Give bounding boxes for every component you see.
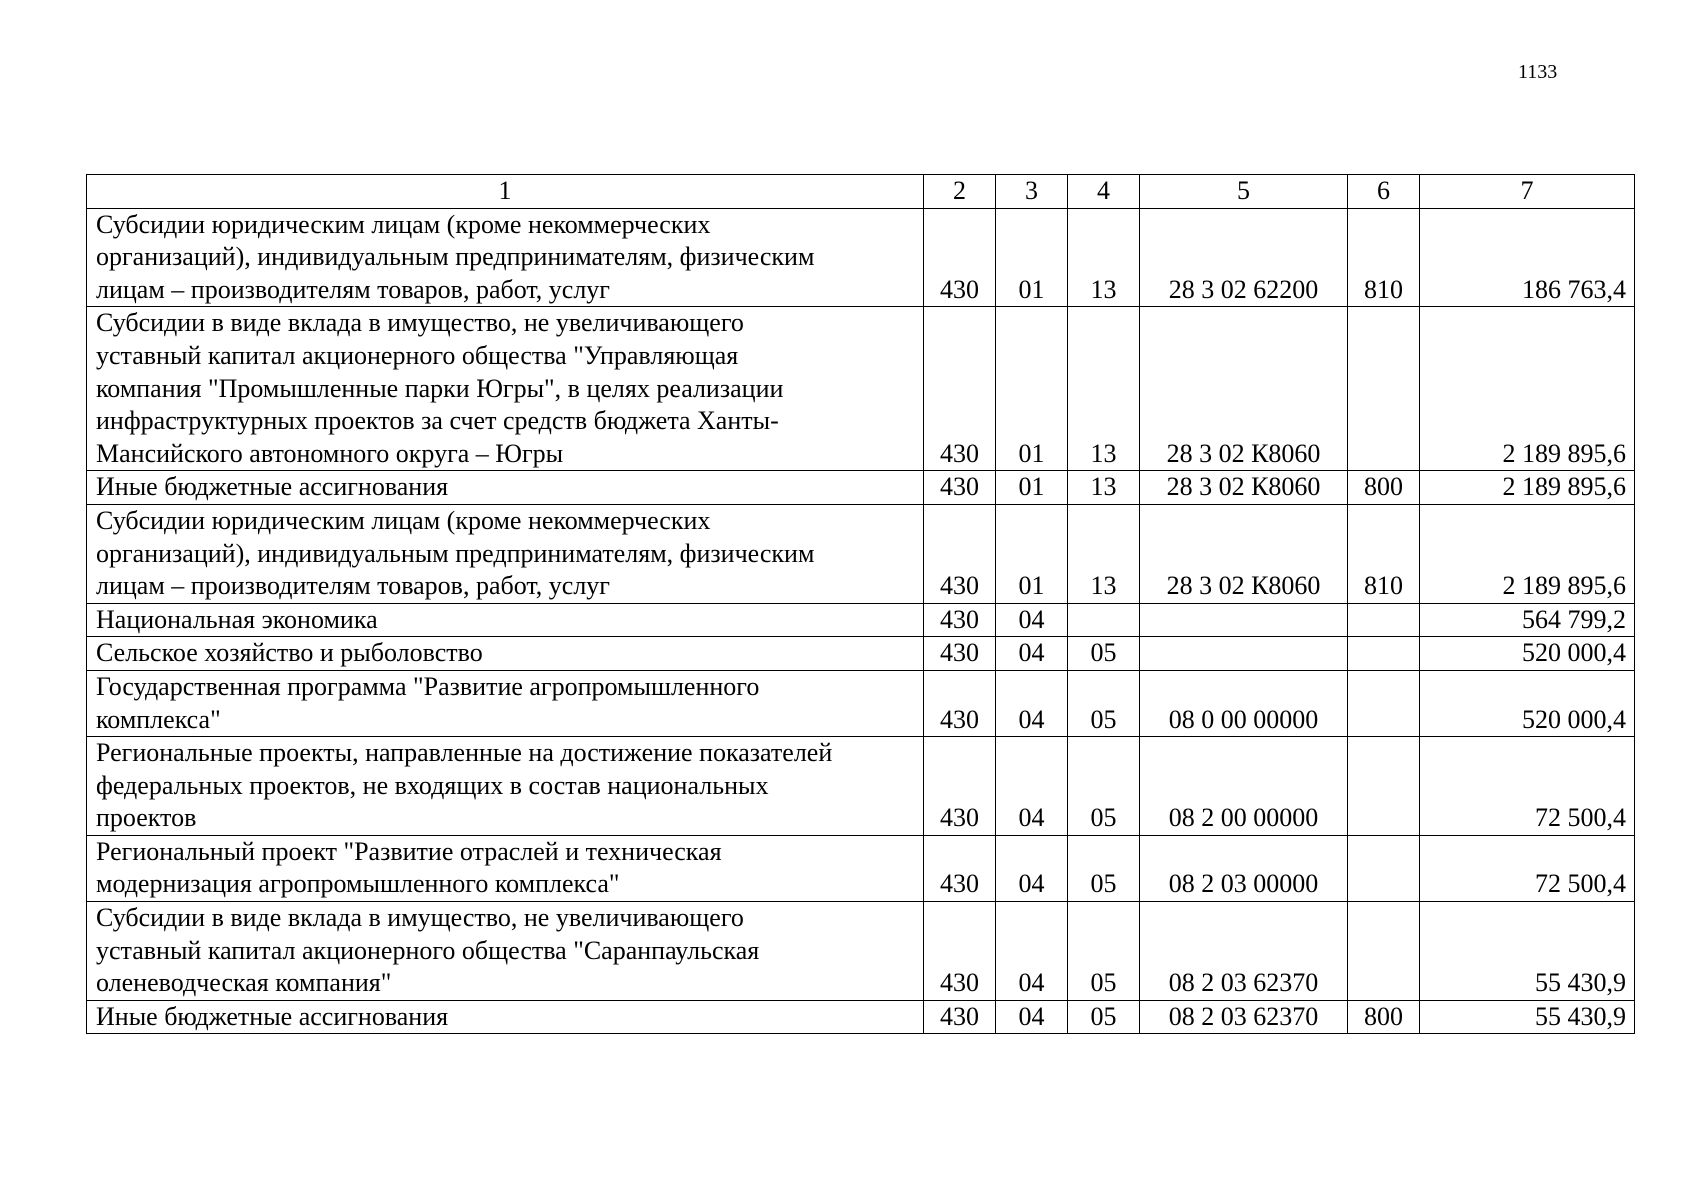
description-line: Национальная экономика [96,604,378,634]
cell-ministry-code: 430 [924,902,996,1001]
cell-subsection: 05 [1068,637,1140,671]
table-row [87,208,1635,307]
column-header-4: 4 [1068,175,1140,209]
column-header-6: 6 [1348,175,1420,209]
cell-ministry-code: 430 [924,208,996,307]
cell-subsection: 13 [1068,307,1140,471]
cell-amount: 72 500,4 [1420,737,1635,836]
table-row [87,737,1635,836]
description-line: Иные бюджетные ассигнования [96,1001,449,1031]
cell-ministry-code: 430 [924,670,996,736]
cell-target-article: 08 2 03 00000 [1140,835,1348,901]
cell-target-article: 28 3 02 К8060 [1140,504,1348,603]
description-line: федеральных проектов, не входящих в состав национальных [96,770,769,800]
cell-amount: 186 763,4 [1420,208,1635,307]
cell-subsection: 05 [1068,835,1140,901]
table-row [87,670,1635,736]
budget-table [86,174,1635,1034]
cell-expense-type [1348,637,1420,671]
row-description [87,737,924,836]
description-line: Региональные проекты, направленные на достижение показателей [96,738,833,768]
description-line: уставный капитал акционерного общества "Управляющая [96,340,739,370]
cell-ministry-code: 430 [924,835,996,901]
description-line: Субсидии в виде вклада в имущество, не увеличивающего [96,308,744,338]
row-description [87,835,924,901]
cell-subsection: 05 [1068,902,1140,1001]
cell-target-article [1140,637,1348,671]
column-header-2: 2 [924,175,996,209]
page-number: 1133 [1518,61,1558,83]
cell-section: 04 [996,637,1068,671]
cell-subsection: 05 [1068,1000,1140,1034]
cell-ministry-code: 430 [924,471,996,505]
cell-amount: 55 430,9 [1420,902,1635,1001]
row-description [87,208,924,307]
table-header-row [87,175,1635,209]
column-header-7: 7 [1420,175,1635,209]
cell-subsection: 05 [1068,670,1140,736]
cell-section: 01 [996,307,1068,471]
cell-ministry-code: 430 [924,737,996,836]
description-line: Сельское хозяйство и рыболовство [96,638,483,668]
cell-ministry-code: 430 [924,504,996,603]
row-description [87,307,924,471]
cell-target-article: 08 2 03 62370 [1140,1000,1348,1034]
row-description [87,637,924,671]
row-description [87,471,924,505]
table-row [87,307,1635,471]
table-row [87,504,1635,603]
description-line: Субсидии в виде вклада в имущество, не увеличивающего [96,903,744,933]
table-row [87,1000,1635,1034]
description-line: оленеводческая компания" [96,968,392,998]
cell-target-article: 08 2 03 62370 [1140,902,1348,1001]
description-line: лицам – производителям товаров, работ, услуг [96,274,610,304]
description-line: модернизация агропромышленного комплекса" [96,869,620,899]
description-line: Субсидии юридическим лицам (кроме некоммерческих [96,505,711,535]
cell-amount: 2 189 895,6 [1420,471,1635,505]
cell-expense-type [1348,670,1420,736]
cell-target-article: 28 3 02 К8060 [1140,471,1348,505]
cell-target-article: 08 2 00 00000 [1140,737,1348,836]
description-line: комплекса" [96,704,221,734]
description-line: Иные бюджетные ассигнования [96,472,449,502]
cell-ministry-code: 430 [924,637,996,671]
cell-section: 01 [996,504,1068,603]
row-description [87,504,924,603]
description-line: Мансийского автономного округа – Югры [96,438,564,468]
description-line: Региональный проект "Развитие отраслей и техническая [96,836,722,866]
cell-expense-type [1348,835,1420,901]
cell-section: 01 [996,471,1068,505]
cell-subsection: 13 [1068,504,1140,603]
cell-target-article: 28 3 02 К8060 [1140,307,1348,471]
cell-amount: 520 000,4 [1420,637,1635,671]
cell-amount: 520 000,4 [1420,670,1635,736]
cell-expense-type: 810 [1348,208,1420,307]
cell-expense-type: 800 [1348,1000,1420,1034]
table-row [87,835,1635,901]
cell-section: 04 [996,835,1068,901]
cell-section: 04 [996,902,1068,1001]
row-description [87,603,924,637]
description-line: компания "Промышленные парки Югры", в целях реализации [96,373,784,403]
column-header-1: 1 [87,175,924,209]
description-line: организаций), индивидуальным предпринимателям, физическим [96,538,815,568]
cell-subsection: 13 [1068,471,1140,505]
column-header-5: 5 [1140,175,1348,209]
cell-section: 04 [996,737,1068,836]
cell-subsection: 13 [1068,208,1140,307]
cell-expense-type [1348,307,1420,471]
row-description [87,1000,924,1034]
cell-amount: 564 799,2 [1420,603,1635,637]
cell-amount: 72 500,4 [1420,835,1635,901]
table-row [87,902,1635,1001]
cell-section: 04 [996,603,1068,637]
column-header-3: 3 [996,175,1068,209]
cell-ministry-code: 430 [924,307,996,471]
description-line: уставный капитал акционерного общества "Саранпаульская [96,935,760,965]
cell-amount: 2 189 895,6 [1420,307,1635,471]
cell-ministry-code: 430 [924,603,996,637]
cell-ministry-code: 430 [924,1000,996,1034]
cell-target-article: 28 3 02 62200 [1140,208,1348,307]
table-row [87,603,1635,637]
description-line: лицам – производителям товаров, работ, услуг [96,571,610,601]
cell-expense-type [1348,603,1420,637]
cell-expense-type [1348,902,1420,1001]
row-description [87,902,924,1001]
row-description [87,670,924,736]
cell-expense-type: 800 [1348,471,1420,505]
table-row [87,637,1635,671]
description-line: проектов [96,803,197,833]
cell-target-article: 08 0 00 00000 [1140,670,1348,736]
cell-section: 04 [996,670,1068,736]
cell-subsection: 05 [1068,737,1140,836]
cell-expense-type [1348,737,1420,836]
cell-expense-type: 810 [1348,504,1420,603]
description-line: организаций), индивидуальным предпринимателям, физическим [96,242,815,272]
cell-section: 01 [996,208,1068,307]
cell-subsection [1068,603,1140,637]
cell-section: 04 [996,1000,1068,1034]
description-line: инфраструктурных проектов за счет средств бюджета Ханты- [96,406,779,436]
table-row [87,471,1635,505]
description-line: Субсидии юридическим лицам (кроме некоммерческих [96,209,711,239]
cell-amount: 55 430,9 [1420,1000,1635,1034]
cell-amount: 2 189 895,6 [1420,504,1635,603]
description-line: Государственная программа "Развитие агропромышленного [96,671,760,701]
cell-target-article [1140,603,1348,637]
